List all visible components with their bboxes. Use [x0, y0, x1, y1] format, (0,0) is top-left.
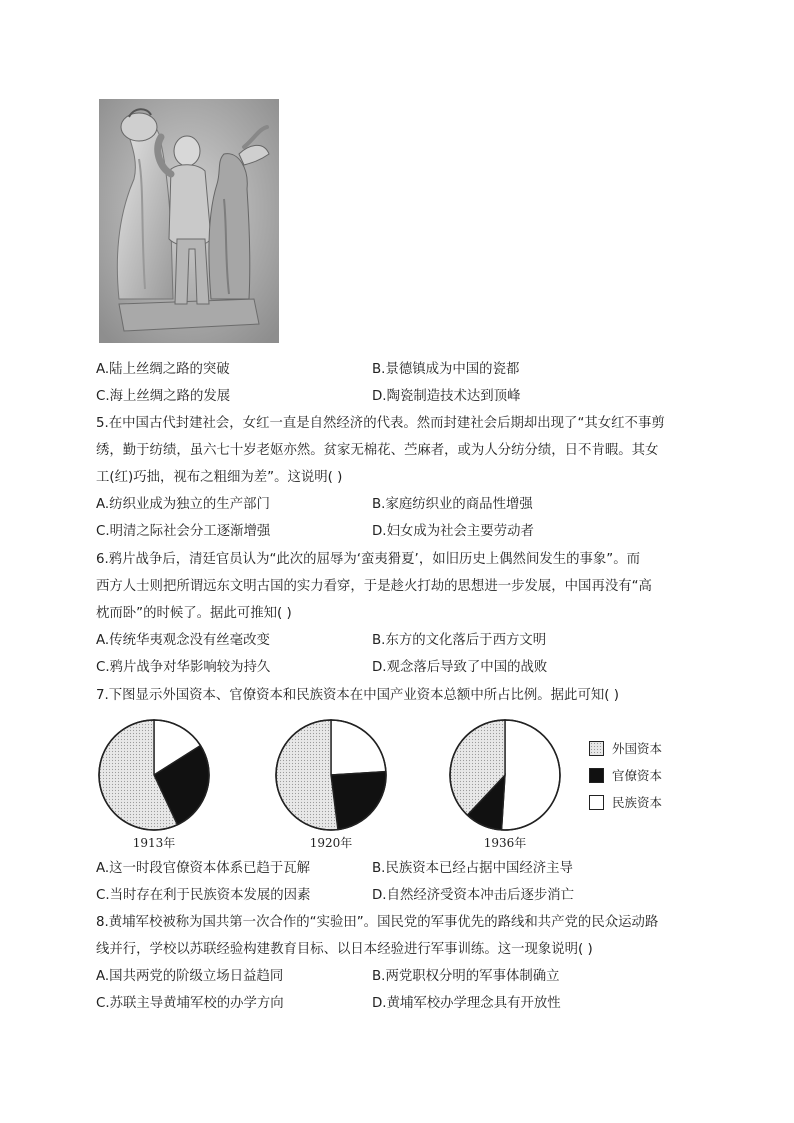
q7-stem-line-1: 7.下图显示外国资本、官僚资本和民族资本在中国产业资本总额中所占比例。据此可知( ) [96, 688, 619, 703]
figurine-photo [99, 99, 279, 343]
pie-outline-1920 [276, 720, 386, 830]
q8-option-d: D.黄埔军校办学理念具有开放性 [372, 996, 561, 1011]
q7-option-c: C.当时存在利于民族资本发展的因素 [96, 888, 311, 903]
pie-slice-1913-foreign [99, 720, 177, 830]
q6-option-b: B.东方的文化落后于西方文明 [372, 633, 547, 648]
q8-option-b: B.两党职权分明的军事体制确立 [372, 969, 560, 984]
pie-outline-1913 [99, 720, 209, 830]
legend-label-bureaucratic: 官僚资本 [612, 768, 663, 783]
pie-slice-1936-foreign [450, 720, 505, 815]
q6-option-c: C.鸦片战争对华影响较为持久 [96, 660, 271, 675]
legend-swatch-national [589, 795, 604, 810]
q6-stem-line-2: 西方人士则把所谓远东文明古国的实力看穿，于是趁火打劫的思想进一步发展，中国再没有“高 [96, 579, 652, 594]
q5-stem-line-1: 5.在中国古代封建社会，女红一直是自然经济的代表。然而封建社会后期却出现了“其女红不事剪 [96, 416, 665, 431]
pie-slice-1920-bureaucratic [331, 772, 386, 830]
q6-stem-line-3: 枕而卧”的时候了。据此可推知( ) [96, 606, 292, 621]
q8-stem-line-2: 线并行，学校以苏联经验构建教育目标、以日本经验进行军事训练。这一现象说明( ) [96, 942, 593, 957]
pie-label-1913: 1913年 [132, 836, 176, 850]
q4-option-b: B.景德镇成为中国的瓷都 [372, 362, 520, 377]
legend-swatch-bureaucratic [589, 768, 604, 783]
legend-label-national: 民族资本 [612, 795, 663, 810]
q8-option-c: C.苏联主导黄埔军校的办学方向 [96, 996, 284, 1011]
figurine-illustration [99, 99, 279, 343]
pie-outline-1936 [450, 720, 560, 830]
q5-stem-line-3: 工(红)巧拙，视布之粗细为差”。这说明( ) [96, 470, 343, 485]
q4-option-c: C.海上丝绸之路的发展 [96, 389, 231, 404]
q4-option-d: D.陶瓷制造技术达到顶峰 [372, 389, 521, 404]
pie-slice-1936-national [502, 720, 560, 830]
pie-slice-1920-foreign [276, 720, 338, 830]
legend-swatch-foreign [589, 741, 604, 756]
q7-option-a: A.这一时段官僚资本体系已趋于瓦解 [96, 861, 311, 876]
q6-option-a: A.传统华夷观念没有丝毫改变 [96, 633, 270, 648]
q7-option-d: D.自然经济受资本冲击后逐步消亡 [372, 888, 575, 903]
legend-label-foreign: 外国资本 [612, 741, 663, 756]
q5-option-a: A.纺织业成为独立的生产部门 [96, 497, 270, 512]
pie-label-1920: 1920年 [309, 836, 353, 850]
q5-option-b: B.家庭纺织业的商品性增强 [372, 497, 533, 512]
q8-stem-line-1: 8.黄埔军校被称为国共第一次合作的“实验田”。国民党的军事优先的路线和共产党的民众运动路 [96, 915, 659, 930]
pie-slice-1920-national [331, 720, 386, 775]
q5-option-c: C.明清之际社会分工逐渐增强 [96, 524, 271, 539]
q5-stem-line-2: 绣，勤于纺绩，虽六七十岁老妪亦然。贫家无棉花、苎麻者，或为人分纺分绩，日不肯暇。其女 [96, 443, 659, 458]
pie-slice-1913-bureaucratic [154, 746, 209, 825]
pie-label-1936: 1936年 [483, 836, 527, 850]
q6-option-d: D.观念落后导致了中国的战败 [372, 660, 548, 675]
q4-option-a: A.陆上丝绸之路的突破 [96, 362, 230, 377]
q5-option-d: D.妇女成为社会主要劳动者 [372, 524, 534, 539]
pie-slice-1936-bureaucratic [467, 775, 505, 830]
q7-option-b: B.民族资本已经占据中国经济主导 [372, 861, 573, 876]
pie-slice-1913-national [154, 720, 200, 775]
q6-stem-line-1: 6.鸦片战争后，清廷官员认为“此次的屈辱为‘蛮夷猾夏’，如旧历史上偶然间发生的事象”。而 [96, 552, 641, 567]
q8-option-a: A.国共两党的阶级立场日益趋同 [96, 969, 284, 984]
